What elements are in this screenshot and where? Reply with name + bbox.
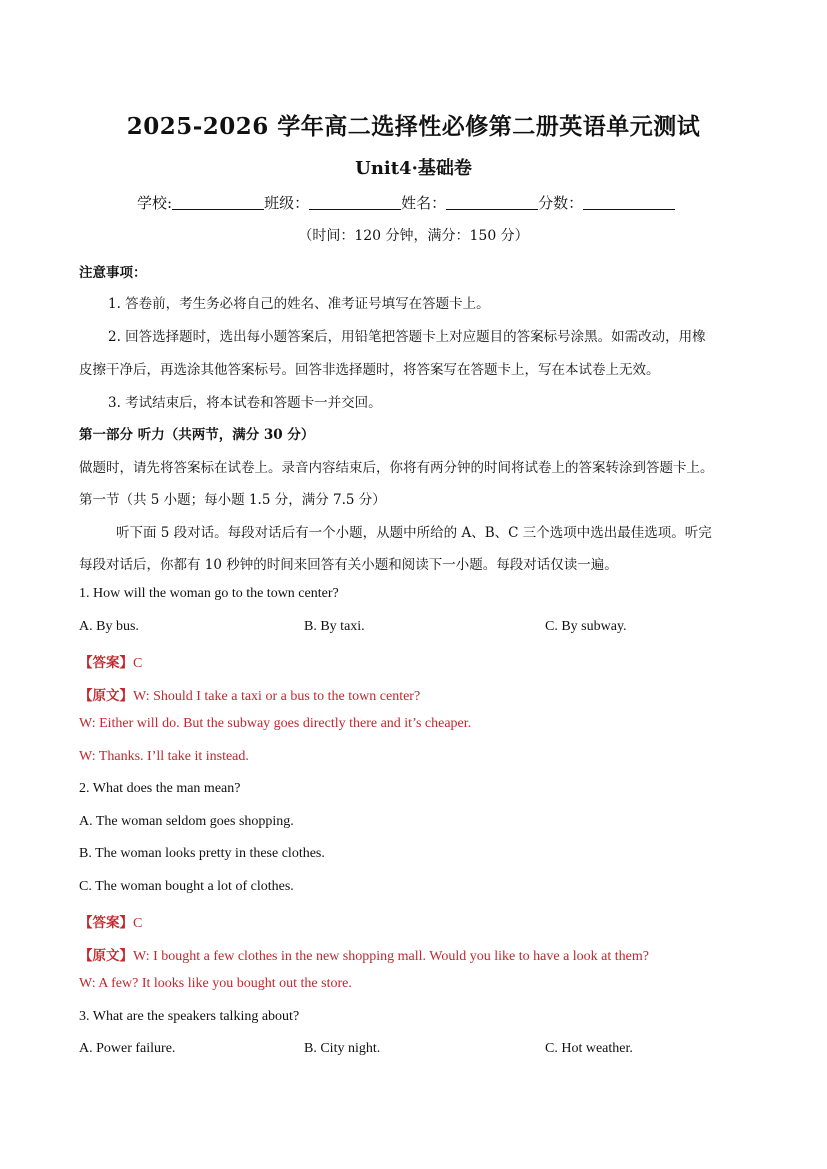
- score-label: 分数：: [538, 194, 584, 212]
- part1-instruction: 做题时，请先将答案标在试卷上。录音内容结束后，你将有两分钟的时间将试卷上的答案转涂到答题卡上。: [79, 460, 714, 476]
- notes-heading: 注意事项：: [79, 265, 147, 281]
- answer-label: 【答案】: [79, 655, 133, 671]
- question-2-option-b: B. The woman looks pretty in these clothes.: [79, 846, 325, 861]
- score-blank[interactable]: [583, 195, 675, 210]
- answer-value: C: [133, 656, 143, 671]
- question-1-option-b: B. By taxi.: [304, 619, 365, 634]
- time-info: （时间：120 分钟，满分：150 分）: [298, 228, 529, 244]
- question-3-option-b: B. City night.: [304, 1041, 381, 1056]
- question-2-stem: 2. What does the man mean?: [79, 781, 241, 796]
- question-3-option-c: C. Hot weather.: [545, 1041, 633, 1056]
- answer-value: C: [133, 916, 143, 931]
- note-item-2-line-2: 皮擦干净后，再选涂其他答案标号。回答非选择题时，将答案写在答题卡上，写在本试卷上无效。: [79, 362, 660, 378]
- question-1-script-line-1: [79, 684, 420, 705]
- name-label: 姓名：: [401, 194, 447, 212]
- school-blank[interactable]: [172, 195, 264, 210]
- note-item-2-line-1: 2. 回答选择题时，选出每小题答案后，用铅笔把答题卡上对应题目的答案标号涂黑。如需改动，用橡: [108, 329, 706, 345]
- script-text: W: Should I take a taxi or a bus to the town center?: [133, 689, 421, 704]
- question-1-script-line-3: W: Thanks. I’ll take it instead.: [79, 749, 249, 764]
- script-label: 【原文】: [79, 688, 133, 704]
- page-subtitle: Unit4·基础卷: [355, 158, 472, 179]
- question-1-script-line-2: W: Either will do. But the subway goes directly there and it’s cheaper.: [79, 716, 472, 731]
- question-2-answer: [79, 911, 142, 932]
- script-text: W: I bought a few clothes in the new shopping mall. Would you like to have a look at them?: [133, 949, 649, 964]
- question-2-script-line-1: [79, 944, 649, 965]
- page-title: 2025-2026 学年高二选择性必修第二册英语单元测试: [126, 113, 701, 140]
- answer-label: 【答案】: [79, 915, 133, 931]
- note-item-1: 1. 答卷前，考生务必将自己的姓名、准考证号填写在答题卡上。: [108, 296, 490, 312]
- note-item-3: 3. 考试结束后，将本试卷和答题卡一并交回。: [108, 395, 382, 411]
- school-label: 学校:: [137, 194, 173, 212]
- section1-heading: 第一节（共 5 小题；每小题 1.5 分，满分 7.5 分）: [79, 492, 386, 508]
- question-3-stem: 3. What are the speakers talking about?: [79, 1009, 300, 1024]
- question-2-option-c: C. The woman bought a lot of clothes.: [79, 879, 294, 894]
- question-1-answer: [79, 651, 142, 672]
- class-label: 班级：: [264, 194, 310, 212]
- student-info-fields: [137, 192, 675, 213]
- part1-heading: 第一部分 听力（共两节，满分 30 分）: [79, 427, 315, 443]
- script-label: 【原文】: [79, 948, 133, 964]
- question-2-script-line-2: W: A few? It looks like you bought out the store.: [79, 976, 352, 991]
- directions-line-1: 听下面 5 段对话。每段对话后有一个小题，从题中所给的 A、B、C 三个选项中选出最佳选项。听完: [116, 525, 712, 541]
- question-1-option-c: C. By subway.: [545, 619, 627, 634]
- name-blank[interactable]: [446, 195, 538, 210]
- directions-line-2: 每段对话后，你都有 10 秒钟的时间来回答有关小题和阅读下一小题。每段对话仅读一遍。: [79, 557, 618, 573]
- question-2-option-a: A. The woman seldom goes shopping.: [79, 814, 294, 829]
- question-3-option-a: A. Power failure.: [79, 1041, 176, 1056]
- question-1-stem: 1. How will the woman go to the town center?: [79, 586, 339, 601]
- question-1-option-a: A. By bus.: [79, 619, 139, 634]
- class-blank[interactable]: [309, 195, 401, 210]
